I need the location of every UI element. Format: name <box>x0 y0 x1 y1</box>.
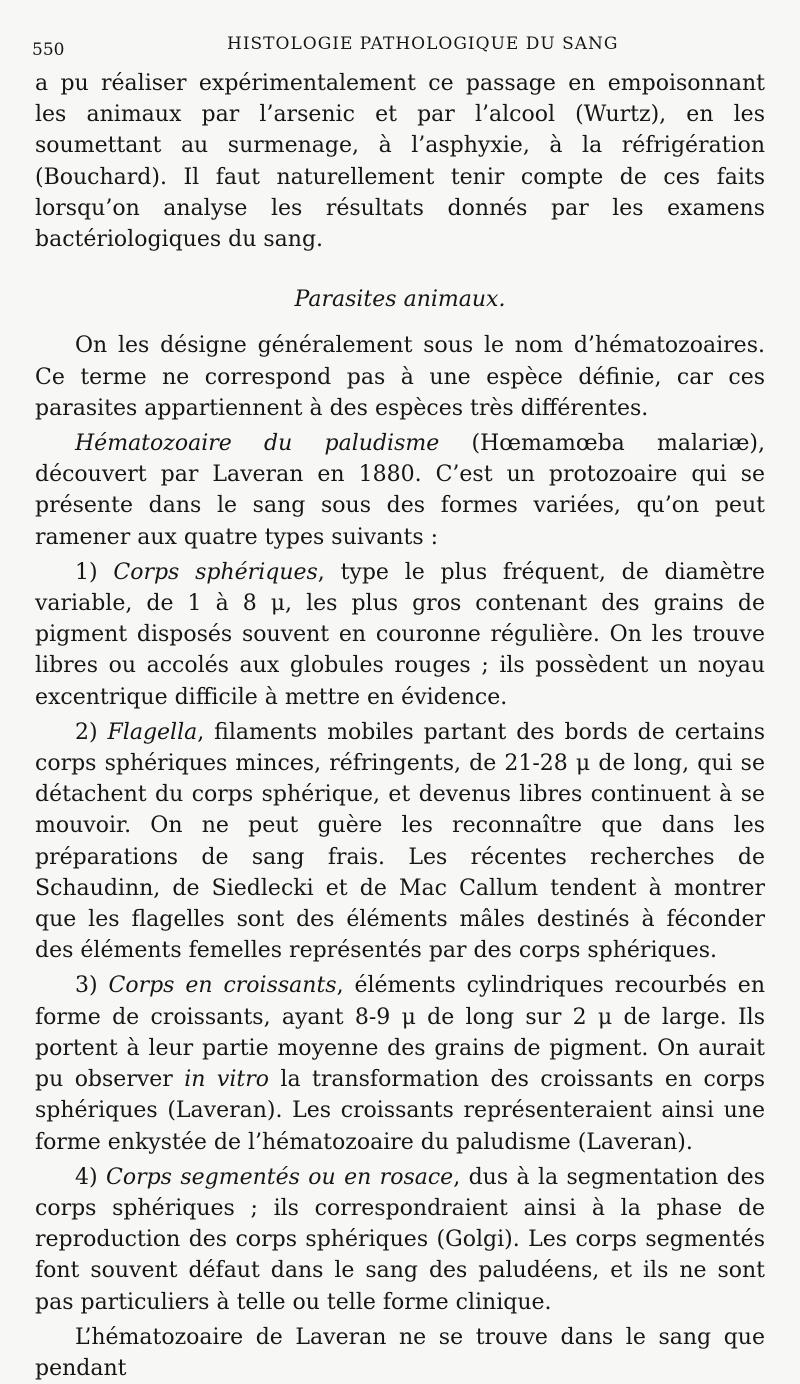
page-number: 550 <box>32 40 65 60</box>
paragraph: L’hématozoaire de Laveran ne se trouve dans le sang que pendant <box>35 1324 765 1381</box>
term-italic: Hématozoaire du paludisme <box>75 431 440 457</box>
paragraph-text: (Hœmamœba malariæ), découvert par Laveran en 1880. C’est un protozoaire qui se présente dans le sang sous des formes variées, qu’on peut ramener aux quatre types suivants : <box>35 431 765 550</box>
paragraph: a pu réaliser expérimentalement ce passage en empoisonnant les animaux par l’arsenic et par l’alcool (Wurtz), en les soumettant au surmenage, à l’asphyxie, à la réfrigération (Bouchard). Il faut naturellement tenir compte de ces faits lorsqu’on analyse les résultats donnés par les examens bactériologiques du sang. <box>35 71 765 253</box>
in-vitro-italic: in vitro <box>184 1067 269 1093</box>
item-number: 2) <box>75 719 98 745</box>
term-italic: Corps en croissants <box>108 973 337 999</box>
item-number: 3) <box>75 973 98 999</box>
item-number: 1) <box>75 559 98 585</box>
list-item <box>35 970 765 1157</box>
list-item <box>35 717 765 967</box>
term-italic: Corps segmentés ou en rosace <box>105 1164 454 1190</box>
section-title: Parasites animaux. <box>294 287 506 313</box>
page-body <box>35 68 765 1384</box>
paragraph: On les désigne généralement sous le nom d’hématozoaires. Ce terme ne correspond pas à une espèce définie, car ces parasites appartiennent à des espèces très différentes. <box>35 333 765 421</box>
running-title: HISTOLOGIE PATHOLOGIQUE DU SANG <box>227 34 619 54</box>
item-number: 4) <box>75 1164 98 1190</box>
item-text: , dus à la segmentation des corps sphériques ; ils correspondraient ainsi à la phase de reproduction des corps sphériques (Golgi). Les corps segmentés font souvent défaut dans le sang des paludéens, et ils ne sont pas particuliers à telle ou telle forme clinique. <box>35 1164 765 1315</box>
list-item <box>35 557 765 713</box>
page-header <box>32 30 760 58</box>
item-text: , filaments mobiles partant des bords de certains corps sphériques minces, réfringents, de 21-28 μ de long, qui se détachent du corps sphérique, et devenus libres continuent à se mouvoir. On ne peut guère les reconnaître que dans les préparations de sang frais. Les récentes recherches de Schaudinn, de Siedlecki et de Mac Callum tendent à montrer que les flagelles sont des éléments mâles destinés à féconder des éléments femelles représentés par des corps sphériques. <box>35 719 765 964</box>
term-italic: Corps sphériques <box>113 559 318 585</box>
item-text: la transformation des croissants en corps sphériques (Laveran). Les croissants représenteraient ainsi une forme enkystée de l’hématozoaire du paludisme (Laveran). <box>35 1067 766 1155</box>
paragraph <box>35 428 765 553</box>
item-text: , type le plus fréquent, de diamètre variable, de 1 à 8 μ, les plus gros contenant des grains de pigment disposés souvent en couronne régulière. On les trouve libres ou accolés aux globules rouges ; ils possèdent un noyau excentrique difficile à mettre en évidence. <box>35 559 765 710</box>
item-text: , éléments cylindriques recourbés en forme de croissants, ayant 8-9 μ de long sur 2 μ de large. Ils portent à leur partie moyenne des grains de pigment. On aurait pu observer <box>35 973 765 1093</box>
list-item <box>35 1162 765 1318</box>
term-italic: Flagella <box>107 719 198 745</box>
